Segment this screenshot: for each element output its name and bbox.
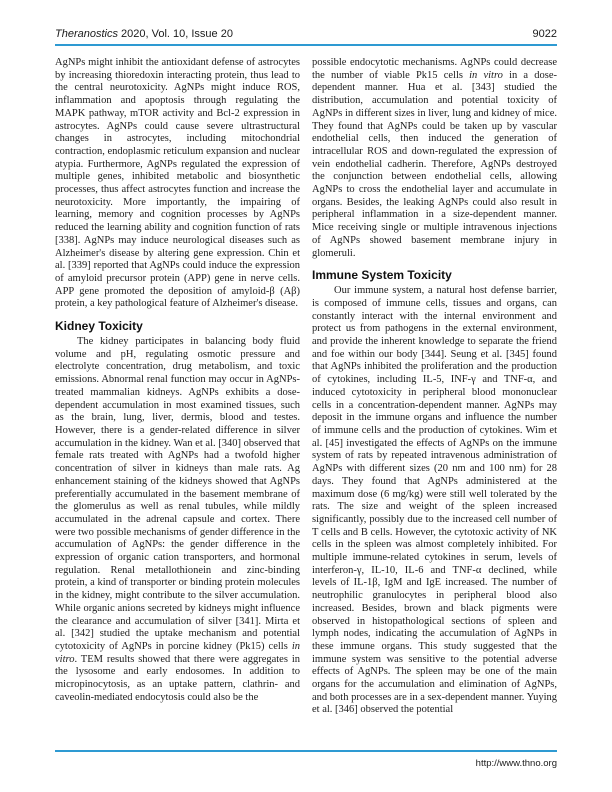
paragraph-immune-system-toxicity: Our immune system, a natural host defense barrier, is composed of immune cells, tissues and organs, can constantly interact with the internal environment and protect us from pathogens in the external environment, and provide the inherent knowledge to separate the friend and foe within our body [344]. Seung et al. [345] found that AgNPs inhibited the proliferation and the production of cytokines, including IL-5, INF-γ and TNF-α, and induced cytotoxicity in peripheral blood mononuclear cells in a concentration-dependent manner. AgNPs may deposit in the immune organs and influence the number of immune cells and the production of cytokines. Wim et al. [45] investigated the effects of AgNPs on the immune system of rats by repeated intravenous administration of AgNPs with different sizes (20 nm and 100 nm) for 28 days. They found that AgNPs administered at the maximum dose (6 mg/kg) were still well tolerated by the rats. The size and weight of the spleen increased significantly, possibly due to the increased cell number of T cells and B cells. However, the cytotoxic activity of NK cells in the spleen was almost completely inhibited. For multiple immune-related cytokines in serum, levels of interferon-γ, IL-10, IL-6 and TNF-α declined, while levels of IL-1β, IgM and IgE increased. The number of neutrophilic granulocytes in peripheral blood also increased. Besides, brown and black pigments were observed in histopathological sections of spleen and lymph nodes, indicating the accumulation of AgNPs in these immune organs. This study suggested that the immune system was sensitive to the potential adverse effects of AgNPs. The spleen may be one of the main organs for the accumulation and elimination of AgNPs, and both processes are in a sex-dependent manner. Yuying et al. [346] observed the potential — [312, 285, 557, 716]
journal-name: Theranostics — [55, 28, 118, 40]
paragraph-neurotoxicity: AgNPs might inhibit the antioxidant defense of astrocytes by increasing thioredoxin interacting protein, thus lead to the central neurotoxicity. AgNPs might induce ROS, inflammation and apoptosis through regulating the MAPK pathway, mTOR activity and Bcl-2 expression in astrocytes. AgNPs could cause severe ultrastructural changes in astrocytes, including mitochondrial contraction, endoplasmic reticulum expansion and nuclear atypia. Furthermore, AgNPs regulated the expression of multiple genes, inhibited metabolic and biosynthetic processes, thus affect astrocytes function and increase the neurotoxicity. More importantly, the impairing of learning, memory and cognition processes by AgNPs reduced the learning ability and cognition function of rats [338]. AgNPs may induce neurological diseases such as Alzheimer's disease by altering gene expression. Chin et al. [339] reported that AgNPs could induce the expression of amyloid precursor protein (APP) gene in nerve cells. APP gene promoted the deposition of amyloid-β (Aβ) protein, a key pathological feature of Alzheimer's disease. — [55, 57, 300, 310]
right-column — [312, 57, 557, 748]
left-column — [55, 57, 300, 748]
paragraph-endocytosis-continued: possible endocytotic mechanisms. AgNPs could decrease the number of viable Pk15 cells in vitro in a dose-dependent manner. Hua et al. [343] studied the distribution, accumulation and potential toxicity of AgNPs in different sizes in liver, lung and kidney of mice. They found that AgNPs could be taken up by vascular endothelial cells, then induced the generation of intracellular ROS and down-regulated the expression of vein endothelial cadherin. Therefore, AgNPs destroyed the conjunction between endothelial cells, allowing AgNPs to cross the endothelial layer and accumulate in organs. Besides, the leaking AgNPs could also result in peripheral inflammation in a size-dependent manner. Mice receiving single or multiple intravenous injections of AgNPs showed basement membrane injury in glomeruli. — [312, 57, 557, 259]
journal-issue-info: 2020, Vol. 10, Issue 20 — [117, 28, 233, 40]
journal-citation — [55, 28, 233, 40]
section-heading-immune-system-toxicity: Immune System Toxicity — [312, 268, 452, 283]
section-heading-kidney-toxicity: Kidney Toxicity — [55, 319, 143, 334]
article-body — [55, 57, 557, 748]
paragraph-kidney-toxicity: The kidney participates in balancing body fluid volume and pH, regulating osmotic pressure and electrolyte concentration, drug metabolism, and toxic emissions. Abnormal renal function may occur in AgNPs-treated mammalian kidneys. AgNPs exhibits a dose-dependent accumulation in most examined tissues, such as the brain, lung, liver, dermis, blood and testes. However, there is a gender-related difference in silver accumulation in the kidney. Wan et al. [340] observed that female rats treated with AgNPs had a twofold higher concentration of silver in kidneys than male rats. Ag enhancement staining of the kidneys showed that AgNPs preferentially accumulated in the basement membrane of the glomerulus as well as renal tubules, while mildly accumulated in the adrenal capsule and cortex. There were two possible mechanisms of gender difference in the accumulation of AgNPs: the gender difference in the expression of organic cation transporters, and hormonal regulation. Renal metallothionein and zinc-binding protein, a kind of transporter or binding protein molecules in the kidney, might contribute to the silver accumulation. While organic anions secreted by kidneys might influence the clearance and accumulation of silver [341]. Mirta et al. [342] studied the uptake mechanism and potential cytotoxicity of AgNPs in porcine kidney (Pk15) cells in vitro. TEM results showed that there were aggregates in the lysosome and early endosomes. In addition to micropinocytosis, as an uptake pattern, clathrin- and caveolin-mediated endocytosis could also be the — [55, 336, 300, 703]
page-header — [55, 28, 557, 46]
page-footer — [55, 750, 557, 769]
journal-url[interactable]: http://www.thno.org — [475, 758, 557, 769]
page-number: 9022 — [532, 28, 557, 40]
